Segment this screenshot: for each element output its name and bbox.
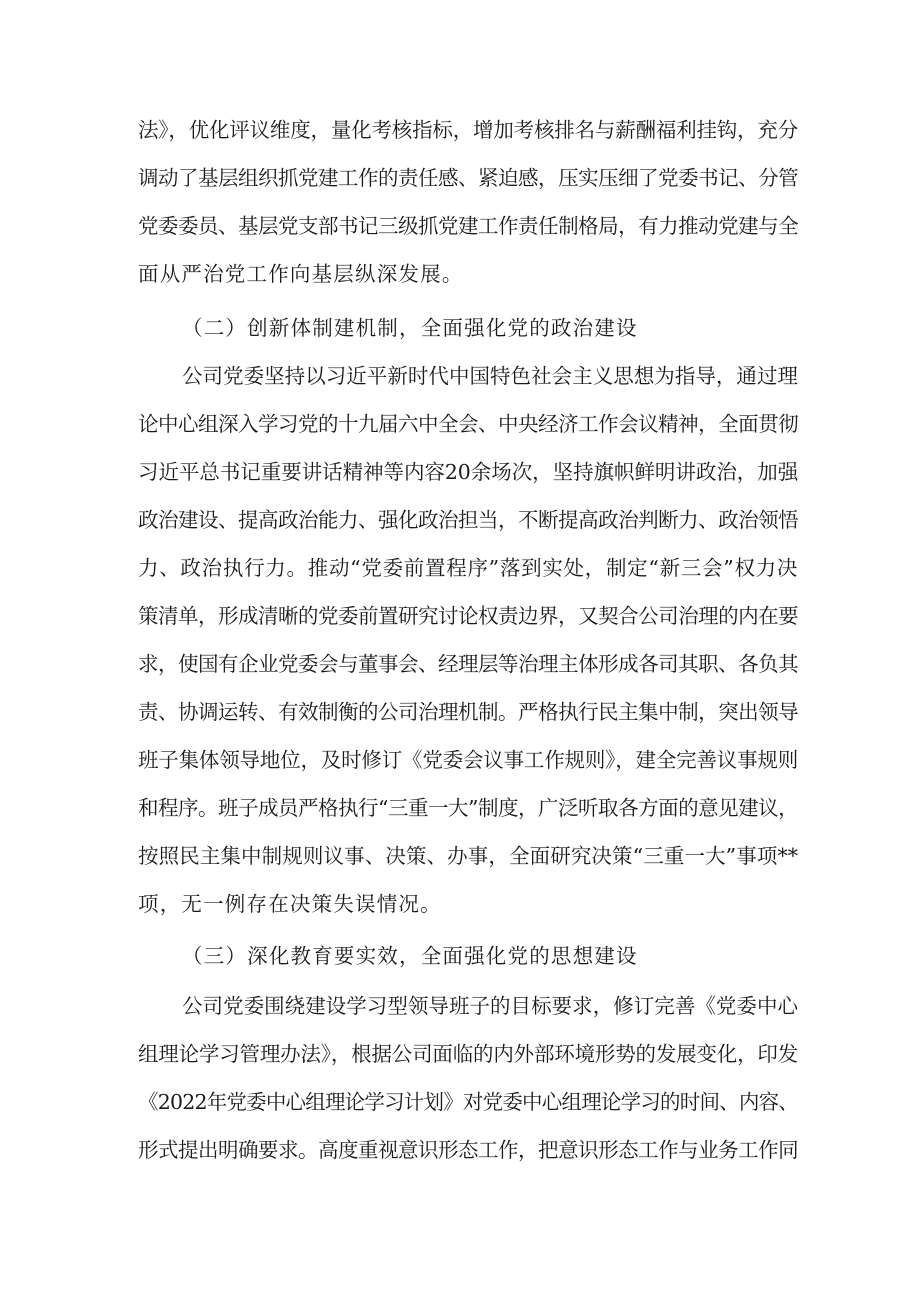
- section-heading-3: （三）深化教育要实效，全面强化党的思想建设: [182, 944, 638, 968]
- para2-line-6: 策清单，形成清晰的党委前置研究讨论权责边界，又契合公司治理的内在要: [138, 604, 798, 628]
- para3-line-2: 组理论学习管理办法》，根据公司面临的内外部环境形势的发展变化，印发: [138, 1042, 798, 1066]
- para2-line-11: 按照民主集中制规则议事、决策、办事，全面研究决策“三重一大”事项**: [138, 844, 798, 868]
- para1-line-2: 调动了基层组织抓党建工作的责任感、紧迫感，压实压细了党委书记、分管: [138, 166, 798, 190]
- para1-line-4: 面从严治党工作向基层纵深发展。: [138, 262, 464, 286]
- para2-line-8: 责、协调运转、有效制衡的公司治理机制。严格执行民主集中制，突出领导: [138, 700, 798, 724]
- para3-line-3: 《2022年党委中心组理论学习计划》对党委中心组理论学习的时间、内容、: [138, 1090, 798, 1114]
- para2-line-7: 求，使国有企业党委会与董事会、经理层等治理主体形成各司其职、各负其: [138, 652, 798, 676]
- para2-line-3: 习近平总书记重要讲话精神等内容20余场次，坚持旗帜鲜明讲政治，加强: [138, 460, 798, 484]
- para1-line-3: 党委委员、基层党支部书记三级抓党建工作责任制格局，有力推动党建与全: [138, 214, 798, 238]
- para2-line-10: 和程序。班子成员严格执行“三重一大”制度，广泛听取各方面的意见建议，: [138, 796, 798, 820]
- para2-line-9: 班子集体领导地位，及时修订《党委会议事工作规则》，建全完善议事规则: [138, 748, 798, 772]
- para2-line-1: 公司党委坚持以习近平新时代中国特色社会主义思想为指导，通过理: [182, 364, 798, 388]
- para3-line-4: 形式提出明确要求。高度重视意识形态工作，把意识形态工作与业务工作同: [138, 1138, 798, 1162]
- para2-line-12: 项，无一例存在决策失误情况。: [138, 892, 442, 916]
- para3-line-1: 公司党委围绕建设学习型领导班子的目标要求，修订完善《党委中心: [182, 994, 798, 1018]
- para2-line-2: 论中心组深入学习党的十九届六中全会、中央经济工作会议精神，全面贯彻: [138, 412, 798, 436]
- para2-line-4: 政治建设、提高政治能力、强化政治担当，不断提高政治判断力、政治领悟: [138, 508, 798, 532]
- para1-line-1: 法》，优化评议维度，量化考核指标，增加考核排名与薪酬福利挂钩，充分: [138, 118, 798, 142]
- section-heading-2: （二）创新体制建机制，全面强化党的政治建设: [182, 316, 638, 340]
- para2-line-5: 力、政治执行力。推动“党委前置程序”落到实处，制定“新三会”权力决: [138, 556, 798, 580]
